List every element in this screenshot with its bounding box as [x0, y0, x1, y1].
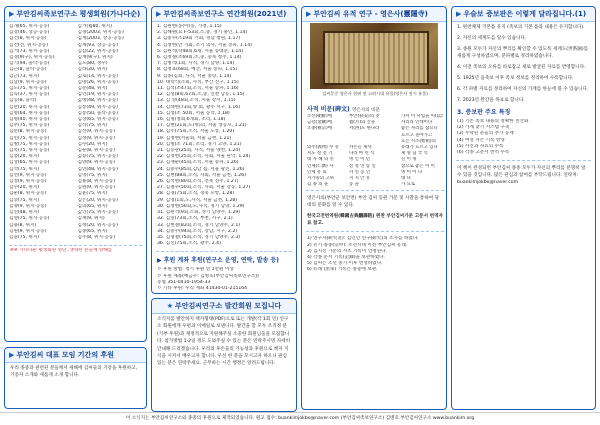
member-name: 김근(8, 을탁·공동) [9, 67, 47, 73]
member-name: 김봉(49, 위지·공동) [77, 104, 118, 110]
reference-item: 1) 연구자(硏究者): 김인인 연구(硏究)의 조사를 하였다. [307, 236, 419, 242]
stele-cell: 대 나 [401, 176, 411, 182]
member-name: 김경(9(구), 위지·공동) [9, 55, 55, 61]
stele-cell: 대 자 해 의 흥 [307, 157, 334, 163]
member-name: 김근(73, 위지) [9, 73, 40, 79]
annual-member: 4. 김정현(안 가회, 조기 의사, 서울 송파, 1.14) [157, 42, 252, 48]
member-name: 김계(93, 상공·공동) [77, 42, 118, 48]
article-note-1: 영은사의(부안군 보안면) 부안 김씨 동원 가문 및 사찰을 통하여 당대의 문화를 알 수 있다. [307, 196, 440, 209]
member-name: 김계(9(구), 위지) [77, 55, 113, 61]
feature-item: (2) 가계 찾기 시스템 구축 [457, 125, 510, 131]
genealogy-paragraph: 2. 자신의 세계도를 알수 있습니다. [457, 36, 527, 41]
member-name: 김라(20, 위지) [77, 67, 108, 73]
member-name: 김로(14, 위지·공동) [77, 73, 118, 79]
annual-member: 12. 김성(8회,67회,소,충, 인천 남동, 1.15) [157, 92, 245, 98]
member-name: 김용(8, 위지) [9, 222, 37, 228]
annual-member: 7. 김병석(1회, 사직, 경기 남양, 1.14) [157, 61, 235, 67]
bullet-icon: ▶ [157, 257, 162, 265]
annual-member: 13. 김 영(48회,소직, 서울 강서, 1.15) [157, 98, 236, 104]
newsletter-text: 소식지를 발간하지 책자형태(PDF)으로 또는 개발(각 1회 연) 연구소 회원에게 우편과 이메일로 보낸니다. 발간을 할 모두 조직정 분(기부 후원)과 재정적으로 지원해주실 소중한 회원님들을 모집합니다. 참가방법 1-2일 정도 도와주실 수 있는 분은 연락주시면 자세히 안내해 드리겠습니다. 우리의 후손들의 가능성과 후원으로 책자 지식을 시켜서 배우고자 합니다. 우선 한 분을 모시고자 하오니 관심있는 분은 연락주세요. 근무하는 시간 행정은 알려드립니다. [157, 317, 291, 367]
annual-member: 3. 김중수(조19회 기회, 경남 창원, 1.17) [157, 36, 241, 42]
stele-cell: 금강(金剛)에 [307, 120, 332, 126]
annual-member: 33. 김현철(83회,소직, 경기 남양주, 2.1) [157, 222, 241, 228]
member-name: 김건(전, 위지·공동) [9, 42, 49, 48]
stele-cell: 자 연 동 인 [349, 169, 371, 175]
genealogy-paragraph: 7. 2023년 완간을 목표로 합니다. [457, 98, 525, 103]
annual-member: 5. 김원석(학48회,6개, 서울 동대문, 1.14) [157, 48, 243, 54]
annual-member: 19. 김정현(서울회, 서울 금천, 1.21) [157, 135, 232, 141]
member-name: 김인(75, 위지·공동) [77, 210, 118, 216]
member-name: 김득(37, 위지·공동) [9, 92, 50, 98]
bank-line: ㅇ 후원 계좌(예금주: 김병호(부안김씨족보연구소)) [157, 273, 259, 279]
stele-cell: 좋은 자리를 잡으니 [401, 126, 438, 132]
annual-member: 6. 김정철(조69회,소,충, 충북 청주, 1.14) [157, 55, 242, 61]
stele-cell: 의주(義州) 수 유 [307, 145, 339, 151]
annual-member: 31. 김원석(9회,소회, 경기 남양주, 1.29) [157, 210, 241, 216]
member-name: 김영(75, 위지) [77, 172, 108, 178]
heritage-title: ▶ 부안김씨 유적 연구 - 영은사(靈隱寺) [302, 7, 446, 22]
annual-member: 20. 김병(조 71회, 조리, 경기 고양, 1.21) [157, 141, 242, 147]
member-name: 김문(8, 위지·공동) [9, 129, 47, 135]
divider [156, 251, 292, 252]
member-name: 김재(9, 위지) [77, 216, 105, 222]
stele-cell: 명 이 이 나 [401, 169, 423, 175]
bullet-icon: ▶ [9, 351, 15, 359]
member-name: 김용(8, 위지·공동) [77, 179, 116, 185]
stele-text-table [302, 114, 447, 188]
annual-member: 9. 김종(김회, 사직, 서울 중랑, 1.14) [157, 73, 232, 79]
member-name: 김영(75, 위지·공동) [9, 216, 50, 222]
bank-info-list [152, 265, 296, 294]
reference-item: 5) 김씨는 조선 중기 이후 번성하였다. [307, 261, 383, 267]
heritage-article [301, 6, 447, 410]
annual-member: 2. 김해원(요 F-53회,소,충, 경기 용인, 1.14) [157, 30, 248, 36]
genealogy-paragraph: 5. 1925년 을축보 이후 족보 정보를 정리하여 수록합니다. [457, 76, 574, 81]
member-name: 김은(20, 위지·공동) [77, 197, 118, 203]
annual-member: 10. 대학식(소회, 사직, 부산 진구, 1.15) [157, 79, 239, 85]
annual-member: 23. 김재순(45회,소직, 서울 송파, 1.26) [157, 160, 239, 166]
member-name: 김윤(75, 위지) [77, 191, 108, 197]
bank-line: ㅇ 후원 방법: 정기 후원 연 1만원 이상 [157, 267, 234, 273]
member-name: 김순(8, 위지·공동) [77, 148, 116, 154]
member-name: 김갑(22, 위지·공동) [77, 48, 118, 54]
stele-cell: 참으로 좋은 이 이 [401, 163, 435, 169]
features-subtitle: 3. 증보판 주요 특징 [457, 109, 511, 116]
annual-member: 11. 김석(조47회,소직, 서울 송파, 1.16) [157, 86, 239, 92]
member-name: 김민(19, 위지·공동) [77, 92, 118, 98]
annual-member: 24. 김중수(85회,김남 집, 서울 광진, 1.26) [157, 166, 245, 172]
stele-cell: 흐르고 돌아가고 [401, 132, 433, 138]
member-name: 김개(65, 위지·공동) [9, 24, 50, 29]
reference-item: 4) 각종 문서 기록(記錄)을 보관하였다. [307, 255, 386, 261]
genealogy-paragraph: 6. 각 파별 자료를 정리하여 자신의 가계를 한눈에 볼 수 있습니다. [457, 87, 589, 92]
stele-cell: 인제(仁濟) 사 [307, 163, 334, 169]
annual-member: 14. 김대현(73회,양 회, 광주 서구, 1.16) [157, 104, 241, 110]
member-name: 김원(9, 위지·공동) [9, 228, 47, 234]
stele-cell: 서(西)도 한나라 [349, 126, 380, 132]
stele-cell: 유래가 흐르고 있다 [401, 145, 438, 151]
feature-item: (3) 누락된 분들의 추가 등재 [457, 131, 514, 137]
annual-member: 34. 김중수(94회,소직, 강남, 시구, 2.2) [157, 228, 238, 234]
member-name: 김양(9, 위지·공동) [77, 160, 116, 166]
divider [306, 231, 444, 232]
column-3 [301, 6, 447, 410]
genealogy-paragraph: 3. 종원 모두가 자신의 뿌리를 확인할 수 있도록 세계도(世系圖)를 새롭게 구성하였으며, 분파별로 정리하였습니다. [457, 47, 589, 59]
reference-item: 6) 유래 (由來) 기록은 종중에 보관. [307, 267, 378, 273]
stele-cell: 동 을 [349, 182, 359, 188]
member-name: 김수(20, 위지) [9, 185, 40, 191]
stele-cell: 지도 절 전 기 [307, 151, 333, 157]
stele-cell: 전 성 연 동 인 [349, 163, 376, 169]
annual-member: 30. 김정현(50회,노,사직, 경기 남양, 1.29) [157, 203, 245, 209]
member-name: 김의(65, 위지) [77, 203, 108, 209]
temple-plaque-photo [310, 23, 438, 89]
members-list [5, 22, 146, 243]
member-name: 김거(73, 위지·공동) [9, 48, 50, 54]
stele-cell: 흐는 시조(始祖)의 [401, 138, 436, 144]
references-list [302, 234, 447, 275]
divider [306, 190, 444, 191]
member-name: 김승(75, 위지) [9, 197, 40, 203]
feature-item: (6) 각종 고문서 번역 수록 [457, 150, 510, 156]
star-icon: ★ [166, 302, 173, 310]
newsletter-box [151, 298, 297, 412]
reference-item: 3) 김지진 가문의 시조 기록이 인정된다. [307, 248, 388, 254]
stele-cell: 사리라 인데이나 [401, 120, 433, 126]
annual-member: 28. 김경(75회,소직, 경북 포항, 1.28) [157, 191, 235, 197]
bullet-icon: ▶ [9, 10, 15, 18]
annual-member: 17. 김현(21회,도(위)의, 서울 영등포, 1.21) [157, 123, 247, 129]
stele-cell: 제 명 님 국 석 [401, 151, 428, 157]
member-name: 김병(75, 위지·공동) [9, 141, 50, 147]
reference-item: 2) 유기 종종(宗中): 조선시대 이전 부안김씨 유래. [307, 242, 408, 248]
member-name: 김석(75, 위지) [77, 123, 108, 129]
article-note-2: 한국고전번역원(韓國古典飜譯院) 편찬 부안김씨가문 고문서 번역자료 참고. [307, 214, 443, 227]
annual-member: 8. 김정표(68회, 예산, 서울 송파, 1.15) [157, 67, 238, 73]
member-name: 김명(40, 위지·공동) [9, 117, 50, 123]
member-name: 김연(48, 위지) [9, 210, 40, 216]
annual-member: 35. 김형철(75회,소직, 경기 남양주, 2.3) [157, 234, 241, 240]
member-name: 김연(48, 위지·공동) [77, 166, 118, 172]
stele-cell: 김 종 의 을 [307, 182, 329, 188]
genealogy-article [451, 6, 596, 410]
stele-cell: 길 이 명 [401, 157, 417, 163]
feature-item: (5) 사진과 자료의 수록 [457, 143, 504, 149]
member-name: 김석(75, 위지) [9, 166, 40, 172]
stele-cell: 인제 유 의 [307, 169, 327, 175]
member-name: 김종(65, 위지) [77, 228, 108, 234]
photo-caption: 김씨문중 영은사 현판 및 고려시대 유물(영은사 전시 유물) [322, 91, 428, 96]
member-name: 김병(48, 위지·공동) [77, 98, 118, 104]
column-1 [4, 6, 147, 409]
bullet-icon: ▶ [306, 10, 312, 18]
sponsor-title: ▶ 부안김씨 대표 모임 기간의 후원 [5, 348, 146, 363]
feature-item: (1) 기존 족보 내용의 정확한 전산화 [457, 119, 529, 124]
stele-title: 사적 비문(碑文) 영은사의 비문 [307, 106, 380, 113]
bullet-icon: ▶ [456, 10, 462, 18]
divider [9, 245, 142, 246]
member-name: 김상(65, 위지·공동) [9, 160, 50, 166]
member-name: 김무(75, 위지·공동) [9, 123, 50, 129]
sponsor-text: 우리 종중과 관련된 분들께서 새해에 김씨들의 기강을 후원하고, 기증자 소개와 새롭게 소개 합니다. [10, 366, 138, 378]
stele-cell: 조선(朝鮮)에 [307, 114, 332, 119]
lifetime-members-box [4, 6, 147, 342]
annual-member: 22. 김정현(25회,소직, 사회, 서울 관악, 1.24) [157, 154, 251, 160]
annual-member: 32. 김일(73회,소직, 부천, 시구, 2.1) [157, 216, 233, 222]
member-name: 김동(8, 을탁) [9, 98, 37, 104]
annual-member: 1. 김원현(동(아)동, 가정, 1.15) [157, 24, 222, 29]
divider [456, 160, 591, 161]
annual-members-list [152, 22, 296, 249]
member-name: 김양(9, 위지·공동) [9, 203, 47, 209]
features-list [452, 117, 595, 158]
stele-cell: 명 인 이 인 [349, 157, 371, 163]
genealogy-closing: 이 책이 완성되면 부안김씨 종중 모두가 자신의 뿌리를 분명히 알 수 있을 것입니다. 많은 관심과 참여를 부탁드립니다. 연락처: buankimjokbo@naver.com [457, 166, 586, 186]
member-name: 김성(9, 위지·공동) [77, 135, 116, 141]
stele-cell: 가서 이 사업을 이(以) [401, 114, 443, 119]
sponsor-box [4, 347, 147, 409]
member-name: 김윤(75, 위지) [9, 234, 40, 240]
annual-member: 21. 김동관(25회, 사직, 서울 양천, 1.24) [157, 148, 241, 154]
annual-member: 18. 김주(75회,소직, 서울 도봉, 1.20) [157, 129, 235, 135]
stele-cell: 부안(扶安)의 맛 [349, 114, 380, 119]
member-name: 김수(20, 위지) [77, 141, 108, 147]
annual-member: 27. 김철수(50회,소직, 사회, 서울 강동, 1.27) [157, 185, 251, 191]
member-name: 김봉(20, 위지) [9, 154, 40, 160]
member-name: 김기(94, 을탁·공동) [9, 61, 50, 67]
annual-members-title: ▶ 부안김씨족보연구소 연간회원(2021년) [152, 7, 296, 22]
member-name: 김만(20, 위지·공동) [9, 104, 50, 110]
bank-title: ▶ 후원 계좌 후원(연구소 운영, 연락, 발송 등) [157, 257, 280, 265]
member-name: 김경(2003, 위지·공동) [77, 30, 124, 36]
member-name: 김도(75, 위지·공동) [9, 86, 50, 92]
member-name: 김성(9, 위지·공동) [9, 179, 47, 185]
annual-member: 25. 김현(88회,소직, 사회, 서울 금천, 1.26) [157, 172, 246, 178]
member-name: 김승(75, 위지·공동) [77, 154, 118, 160]
member-name: 김명(64, 위지·공동) [9, 110, 50, 116]
stele-row [307, 182, 443, 188]
member-name: 김건(8, 위지·공동) [9, 36, 47, 42]
annual-member: 26. 김석현(80회,소직, 전북 전주, 1.27) [157, 179, 239, 185]
stele-cell: 조종(祖宗)에 [307, 126, 332, 132]
newsletter-title: ★ 부안김씨연구소 발간회원 모집니다 [152, 299, 296, 314]
column-4 [451, 6, 596, 410]
feature-item: (4) 여성 자손 기록 반영 [457, 137, 505, 143]
member-name: 김명(26, 위지·공동) [77, 79, 118, 85]
member-name: 김원(9, 위지·공동) [77, 185, 116, 191]
page-footer: 이 소식지는 부안김씨연구소와 종중의 후원으로 제작되었습니다. 원고 접수: buankimjokbo@naver.com (부안김씨족보연구소) 김병호 부안김씨연구소 www.buankim.org [0, 412, 600, 425]
members-note: ※※ 가나다순 평생회원 명단, 생략된 분들께 양해를 [10, 248, 113, 254]
member-name: 김선(9, 위지·공동) [77, 129, 116, 135]
member-name: 김거(월80, 위지) [77, 24, 113, 29]
genealogy-paragraph: 4. 이전 족보의 오류를 바로잡고 새로 발굴된 자료를 반영합니다. [457, 65, 586, 70]
stele-cell: 지가중의 고위 [307, 176, 334, 182]
stele-cell: 가 으로 [401, 182, 416, 188]
bank-line: 농협 351-0410-1954-33 [157, 279, 211, 285]
member-name: 김주(8, 위지·공동) [77, 234, 116, 240]
genealogy-paragraph: 1. 편찬체제 기본틀 유지 (족보의 기본 틀과 내용은 유지합니다). [457, 25, 585, 30]
member-name: 김봉(50, 을탁·공동) [77, 110, 118, 116]
member-name: 김순(8, 위지·공동) [9, 191, 47, 197]
stele-cell: 지 지 안 유 [349, 176, 371, 182]
annual-member: 15. 김성(조 50회, 서울 동작, 1.18) [157, 110, 230, 116]
member-name: 김복(75, 위지·공동) [9, 148, 50, 154]
member-name: 김정(20, 위지·공동) [77, 222, 118, 228]
lifetime-members-title: ▶ 부안김씨족보연구소 평생회원(가나다순) [5, 7, 146, 22]
member-name: 김민(75, 위지·공동) [9, 135, 50, 141]
member-name: 김문(48, 위지) [77, 86, 108, 92]
bullet-icon: ▶ [156, 10, 162, 18]
member-name: 김상(65, 위지·공동) [77, 117, 118, 123]
column-2 [151, 6, 297, 412]
member-name: 김남(9, 위지·공동) [9, 79, 47, 85]
member-name: 김계(2003, 상공·공동) [77, 36, 124, 42]
member-name: 김선(9, 위지·공동) [9, 172, 47, 178]
annual-member: 36. 김신(75회,소직, 광주, 2.4) [157, 241, 221, 247]
stele-cell: 월(月)의 산을 [349, 120, 376, 126]
bank-line: ㅇ 기타 후원: 우리 계좌 41430-01-215164 [157, 285, 248, 291]
annual-member: 29. 김영(1회,노,사직, 서울 금천, 1.28) [157, 197, 238, 203]
stele-cell: 나라 마 민 석 [349, 151, 375, 157]
annual-members-box [151, 6, 297, 294]
genealogy-paragraphs [452, 22, 595, 106]
member-name: 김강(46, 상공·공동) [9, 30, 50, 36]
stele-cell: 자손들 제사 [349, 145, 372, 151]
genealogy-title: ▶ 우슬보 증보판은 이렇게 달라집니다.(1) [452, 7, 595, 22]
member-name: 김도(80, 경우) [77, 61, 108, 67]
annual-member: 16. 김명(성회,6개회, 조리, 1.18) [157, 117, 226, 123]
